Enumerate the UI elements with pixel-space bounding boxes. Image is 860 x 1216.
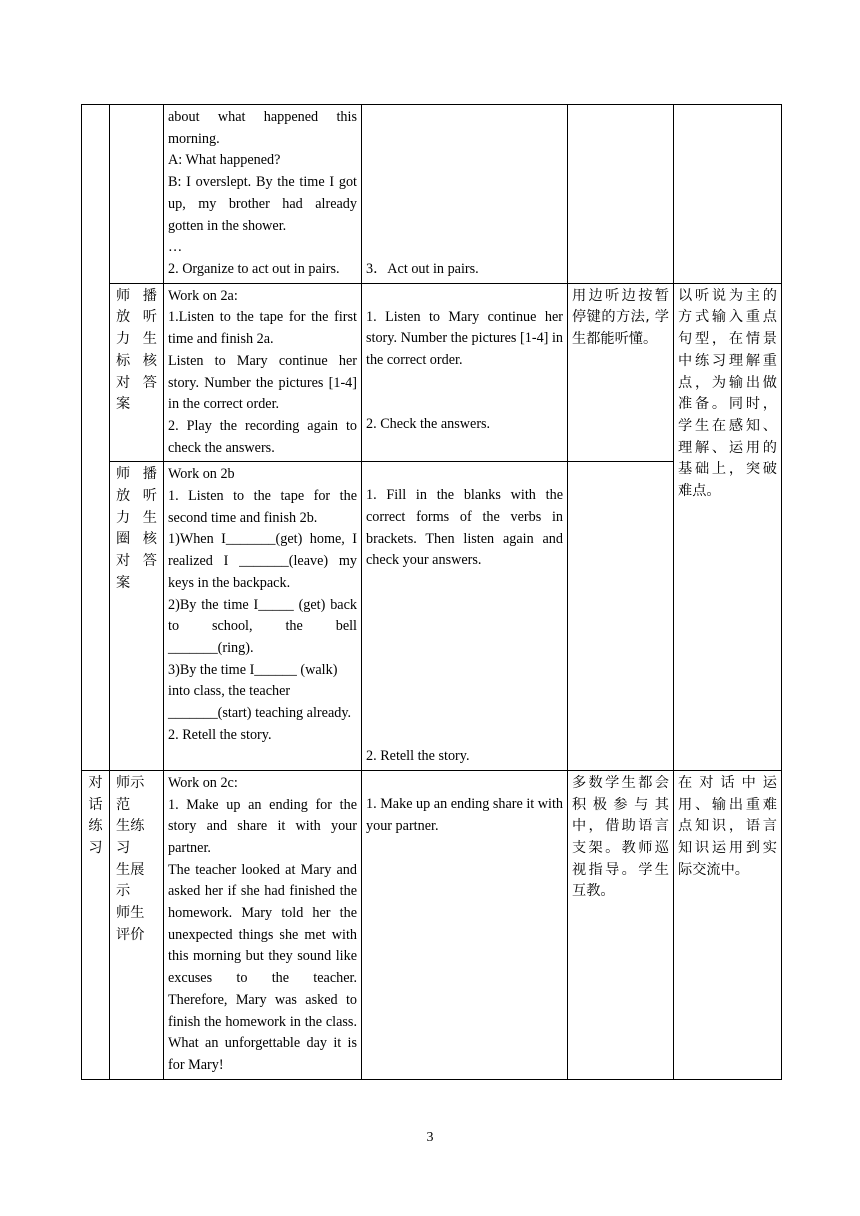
teacher-text: 2. Play the recording again to check the answers. [168, 417, 357, 456]
table-row [82, 770, 782, 1079]
intent-cell: 以听说为主的方式输入重点句型，在情景中练习理解重点，为输出做准备。同时，学生在感知、理解、运用的基础上，突破难点。 [674, 283, 782, 770]
teacher-text: 2. Retell the story. [168, 726, 272, 743]
teacher-text: 1)When I_______(get) home, I realized I _______(leave) my keys in the backpack. [168, 531, 357, 591]
note-cell: 多数学生都会积极参与其中，借助语言支架。教师巡视指导。学生互教。 [568, 770, 674, 1079]
student-activity-cell [362, 283, 568, 462]
teacher-text: Work on 2b [168, 466, 235, 483]
method-cell: 师播放听力生圈核对答案 [110, 462, 164, 771]
teacher-text: Work on 2c: [168, 774, 238, 791]
note-cell: 用边听边按暂停键的方法, 学生都能听懂。 [568, 283, 674, 462]
teacher-text: A: What happened? [168, 152, 281, 169]
student-text: 1. Make up an ending share it with your partner. [366, 795, 564, 834]
intent-cell: 在对话中运用、输出重难点知识，语言知识运用到实际交流中。 [674, 770, 782, 1079]
teacher-text: about what happened this morning. [168, 109, 357, 147]
teacher-text: … [168, 239, 183, 256]
table-row [82, 105, 782, 284]
teacher-text: Listen to Mary continue her story. Number the pictures [1-4] in the correct order. [168, 352, 357, 413]
teacher-text: 1.Listen to the tape for the first time and finish 2a. [168, 309, 357, 348]
teacher-text: B: I overslept. By the time I got up, my brother had already gotten in the shower. [168, 174, 357, 234]
student-text: 1. Listen to Mary continue her story. Number the pictures [1-4] in the correct order. [366, 308, 563, 369]
student-activity-cell [362, 462, 568, 771]
note-cell-empty [568, 462, 674, 771]
teacher-text: 1. Listen to the tape for the second time and finish 2b. [168, 488, 357, 526]
lesson-plan-table [81, 104, 782, 1080]
student-activity-cell [362, 770, 568, 1079]
student-text: 2. Retell the story. [366, 748, 470, 765]
table-row [82, 283, 782, 462]
note-cell-empty [568, 105, 674, 284]
method-cell [110, 770, 164, 1079]
method-cell-empty [110, 105, 164, 284]
intent-cell-empty [674, 105, 782, 284]
teacher-activity-cell [164, 105, 362, 284]
method-step: 生练习 [116, 818, 145, 856]
stage-cell-empty [82, 105, 110, 771]
stage-cell: 对话练习 [82, 770, 110, 1079]
student-text: 2. Check the answers. [366, 415, 491, 432]
student-text: 3．Act out in pairs. [366, 261, 479, 277]
method-step: 生展示 [116, 861, 145, 900]
teacher-text: The teacher looked at Mary and asked her if she had finished the homework. Mary told her the unexpected things she met with this morning but they sound like excuses to the teacher. Therefore, Mary was asked to finish the homework in the class. What an unforgettable day it is for Mary! [168, 861, 357, 1073]
teacher-text: 3)By the time I______ (walk) into class, the teacher _______(start) teaching already. [168, 661, 352, 722]
teacher-text: Work on 2a: [168, 287, 238, 304]
method-cell: 师播放听力生标核对答案 [110, 283, 164, 462]
page-number: 3 [426, 1130, 434, 1145]
teacher-text: 2)By the time I_____ (get) back to school, the bell _______(ring). [168, 596, 357, 656]
student-text: 1. Fill in the blanks with the correct forms of the verbs in brackets. Then listen again and check your answers. [366, 487, 563, 569]
teacher-text: 2. Organize to act out in pairs. [168, 260, 340, 277]
teacher-text: 1. Make up an ending for the story and share it with your partner. [168, 796, 357, 856]
teacher-activity-cell [164, 283, 362, 462]
method-step: 师生评价 [116, 905, 145, 943]
teacher-activity-cell [164, 770, 362, 1079]
teacher-activity-cell [164, 462, 362, 771]
student-activity-cell [362, 105, 568, 284]
method-step: 师示范 [116, 774, 145, 813]
